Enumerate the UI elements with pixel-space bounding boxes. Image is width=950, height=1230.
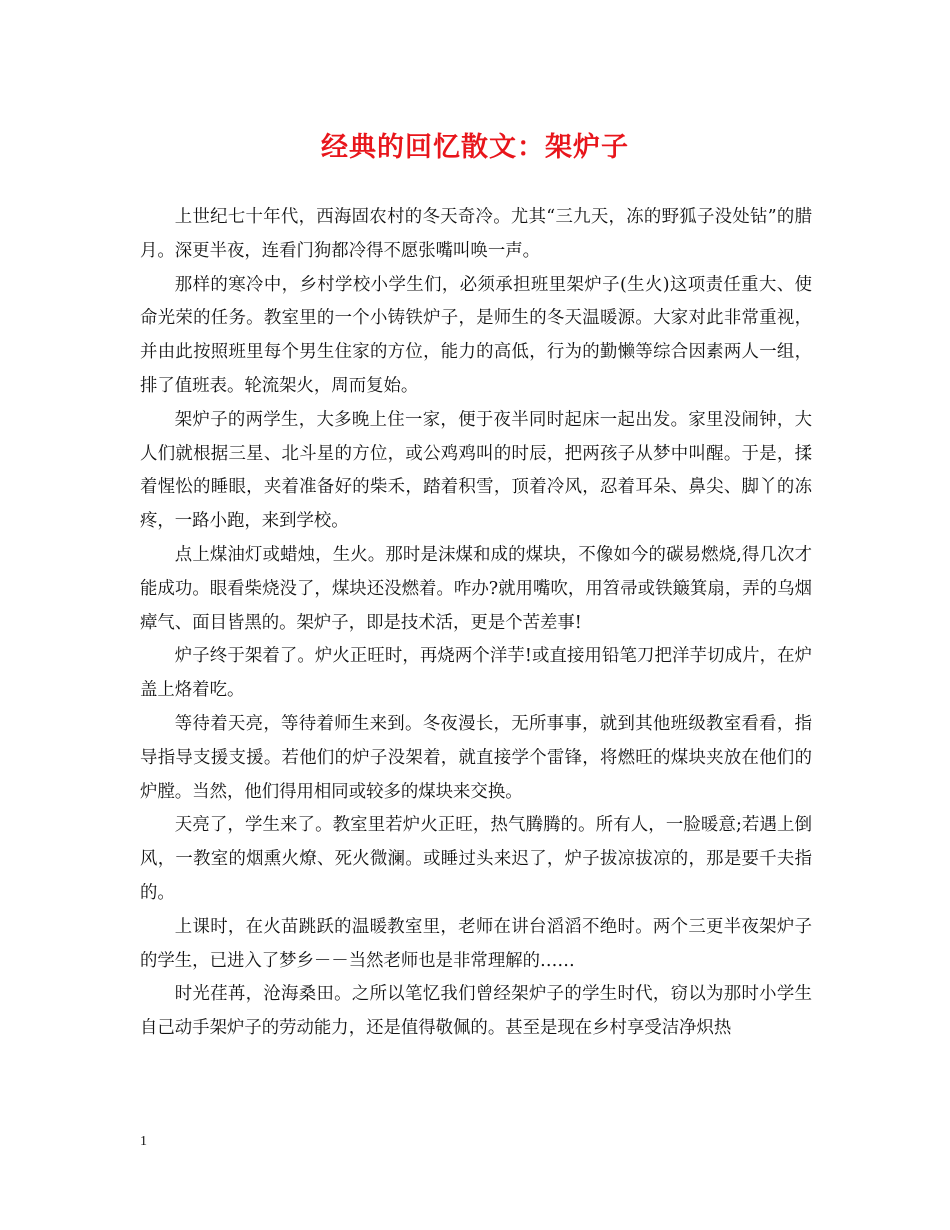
paragraph: 上课时，在火苗跳跃的温暖教室里，老师在讲台滔滔不绝时。两个三更半夜架炉子的学生，已进入了梦乡－－当然老师也是非常理解的…… — [140, 916, 812, 971]
page-number: 1 — [140, 1134, 147, 1149]
document-body — [140, 201, 812, 1046]
paragraph: 时光荏苒，沧海桑田。之所以笔忆我们曾经架炉子的学生时代，窃以为那时小学生自己动手架炉子的劳动能力，还是值得敬佩的。甚至是现在乡村享受洁净炽热 — [140, 984, 812, 1039]
document-title: 经典的回忆散文：架炉子 — [321, 132, 629, 163]
paragraph: 等待着天亮，等待着师生来到。冬夜漫长，无所事事，就到其他班级教室看看，指导指导支援支援。若他们的炉子没架着，就直接学个雷锋，将燃旺的煤块夹放在他们的炉膛。当然，他们得用相同或较多的煤块来交换。 — [140, 713, 812, 802]
paragraph: 天亮了，学生来了。教室里若炉火正旺，热气腾腾的。所有人，一脸暖意;若遇上倒风，一教室的烟熏火燎、死火微澜。或睡过头来迟了，炉子拔凉拔凉的，那是要千夫指的。 — [140, 815, 812, 903]
paragraph: 架炉子的两学生，大多晚上住一家，便于夜半同时起床一起出发。家里没闹钟，大人们就根据三星、北斗星的方位，或公鸡鸡叫的时辰，把两孩子从梦中叫醒。于是，揉着惺忪的睡眼，夹着准备好的柴禾，踏着积雪，顶着冷风，忍着耳朵、鼻尖、脚丫的冻疼，一路小跑，来到学校。 — [140, 409, 812, 532]
paragraph: 那样的寒冷中，乡村学校小学生们，必须承担班里架炉子(生火)这项责任重大、使命光荣的任务。教室里的一个小铸铁炉子，是师生的冬天温暖源。大家对此非常重视，并由此按照班里每个男生住家的方位，能力的高低，行为的勤懒等综合因素两人一组，排了值班表。轮流架火，周而复始。 — [140, 274, 812, 396]
paragraph: 炉子终于架着了。炉火正旺时，再烧两个洋芋!或直接用铅笔刀把洋芋切成片，在炉盖上烙着吃。 — [140, 646, 812, 701]
paragraph: 上世纪七十年代，西海固农村的冬天奇冷。尤其“三九天，冻的野狐子没处钻”的腊月。深更半夜，连看门狗都冷得不愿张嘴叫唤一声。 — [140, 207, 812, 261]
paragraph: 点上煤油灯或蜡烛，生火。那时是沫煤和成的煤块，不像如今的碳易燃烧,得几次才能成功。眼看柴烧没了，煤块还没燃着。咋办?就用嘴吹，用笤帚或铁簸箕扇，弄的乌烟瘴气、面目皆黑的。架炉子，即是技术活，更是个苦差事! — [140, 544, 812, 633]
